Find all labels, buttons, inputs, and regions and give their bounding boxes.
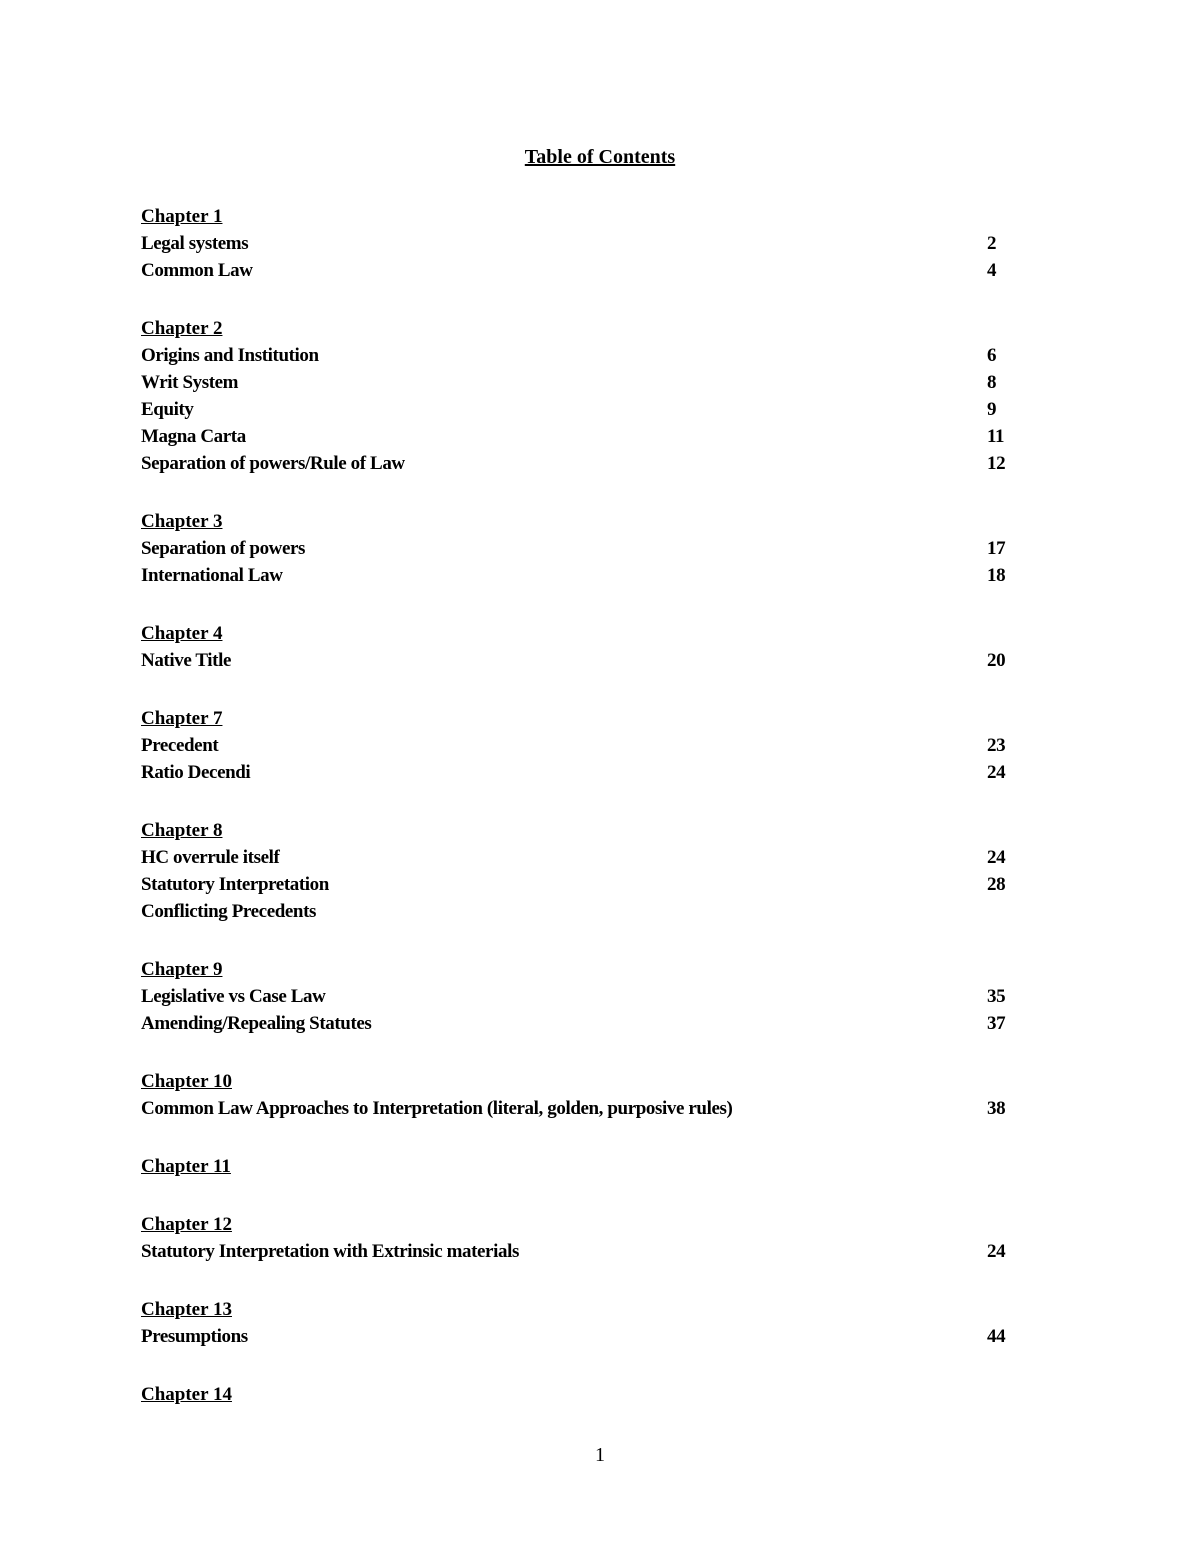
toc-entry-page-number: 28 (987, 874, 1006, 895)
toc-entry-title: Amending/Repealing Statutes (141, 1013, 372, 1034)
toc-chapter (141, 315, 1021, 477)
toc-entry (141, 342, 1021, 369)
chapter-heading: Chapter 12 (141, 1214, 232, 1235)
toc-entry-page-number: 9 (987, 399, 997, 420)
chapter-heading: Chapter 4 (141, 623, 223, 644)
toc-entry (141, 844, 1021, 871)
toc-entry-title: Statutory Interpretation (141, 874, 329, 895)
toc-entry (141, 562, 1021, 589)
toc-entry-title: Separation of powers (141, 538, 306, 559)
toc-entry (141, 1010, 1021, 1037)
toc-chapter (141, 1296, 1021, 1350)
chapter-heading: Chapter 7 (141, 708, 223, 729)
toc-entry-page-number: 37 (987, 1013, 1006, 1034)
toc-chapter (141, 705, 1021, 786)
toc-entry-page-number: 23 (987, 735, 1006, 756)
chapter-heading: Chapter 10 (141, 1071, 232, 1092)
toc-entry-title: Native Title (141, 650, 232, 671)
toc-entry-title: Separation of powers/Rule of Law (141, 453, 405, 474)
toc-entry-page-number: 20 (987, 650, 1006, 671)
toc-entry (141, 1238, 1021, 1265)
toc-entry-title: Common Law (141, 260, 253, 281)
chapter-heading: Chapter 8 (141, 820, 223, 841)
toc-chapter (141, 1211, 1021, 1265)
chapter-heading: Chapter 9 (141, 959, 223, 980)
toc-chapter (141, 203, 1021, 284)
toc-entry-title: Equity (141, 399, 194, 420)
chapter-heading: Chapter 13 (141, 1299, 232, 1320)
table-of-contents (141, 203, 1021, 1439)
toc-entry (141, 1323, 1021, 1350)
toc-entry-title: Presumptions (141, 1326, 248, 1347)
toc-title-container (0, 144, 1200, 170)
toc-entry-page-number: 12 (987, 453, 1006, 474)
toc-title: Table of Contents (524, 146, 676, 168)
chapter-heading: Chapter 2 (141, 318, 223, 339)
toc-chapter (141, 620, 1021, 674)
toc-chapter (141, 1068, 1021, 1122)
toc-entry-title: Legislative vs Case Law (141, 986, 326, 1007)
toc-entry-page-number: 6 (987, 345, 997, 366)
chapter-heading: Chapter 1 (141, 206, 223, 227)
toc-entry (141, 423, 1021, 450)
toc-entry (141, 450, 1021, 477)
toc-entry (141, 871, 1021, 898)
toc-entry-title: Magna Carta (141, 426, 246, 447)
toc-entry (141, 898, 1021, 925)
toc-entry-page-number: 8 (987, 372, 997, 393)
toc-entry-title: Origins and Institution (141, 345, 319, 366)
toc-entry-page-number: 38 (987, 1098, 1006, 1119)
toc-entry (141, 983, 1021, 1010)
toc-entry (141, 369, 1021, 396)
toc-entry-page-number: 17 (987, 538, 1006, 559)
toc-entry (141, 759, 1021, 786)
toc-entry-page-number: 44 (987, 1326, 1006, 1347)
toc-entry-page-number: 35 (987, 986, 1006, 1007)
toc-entry (141, 257, 1021, 284)
toc-entry-page-number: 2 (987, 233, 997, 254)
toc-entry-title: Writ System (141, 372, 239, 393)
toc-entry (141, 396, 1021, 423)
toc-entry-page-number: 18 (987, 565, 1006, 586)
toc-entry-title: Conflicting Precedents (141, 901, 317, 922)
toc-entry-title: Ratio Decendi (141, 762, 251, 783)
toc-entry-page-number: 24 (987, 847, 1006, 868)
toc-entry-title: International Law (141, 565, 283, 586)
chapter-heading: Chapter 11 (141, 1156, 231, 1177)
toc-entry (141, 230, 1021, 257)
toc-entry-title: Statutory Interpretation with Extrinsic materials (141, 1241, 519, 1262)
toc-chapter (141, 508, 1021, 589)
toc-chapter (141, 1153, 1021, 1180)
toc-chapter (141, 1381, 1021, 1408)
toc-entry-title: Common Law Approaches to Interpretation (literal, golden, purposive rules) (141, 1098, 733, 1119)
toc-chapter (141, 817, 1021, 925)
chapter-heading: Chapter 14 (141, 1384, 232, 1405)
chapter-heading: Chapter 3 (141, 511, 223, 532)
toc-entry-page-number: 24 (987, 1241, 1006, 1262)
toc-entry-title: Legal systems (141, 233, 249, 254)
toc-entry-page-number: 4 (987, 260, 997, 281)
page-number: 1 (595, 1444, 605, 1466)
toc-entry (141, 1095, 1021, 1122)
toc-entry (141, 732, 1021, 759)
toc-entry-title: HC overrule itself (141, 847, 280, 868)
toc-entry-title: Precedent (141, 735, 219, 756)
toc-entry (141, 535, 1021, 562)
toc-entry-page-number: 24 (987, 762, 1006, 783)
toc-entry-page-number: 11 (987, 426, 1005, 447)
toc-entry (141, 647, 1021, 674)
toc-chapter (141, 956, 1021, 1037)
